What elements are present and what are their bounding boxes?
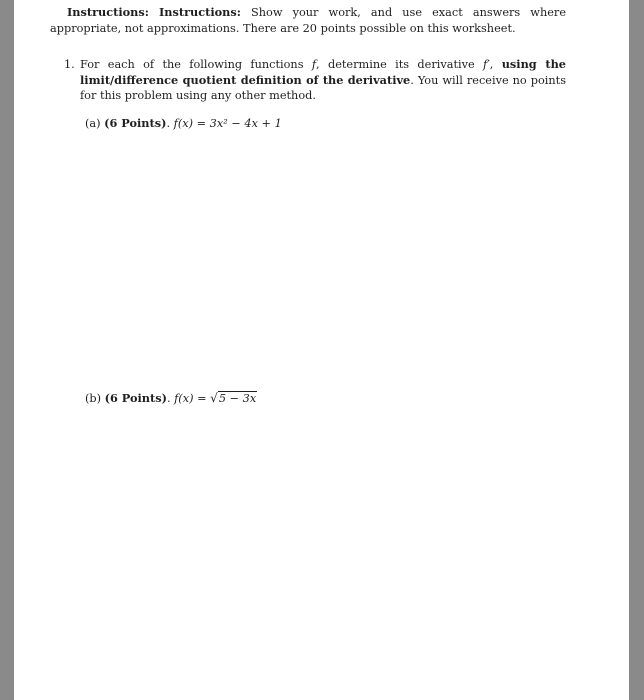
part-b	[85, 391, 257, 407]
part-b-function-lhs: f(x) =	[174, 392, 207, 405]
part-a	[85, 116, 282, 132]
part-a-points: (6 Points)	[104, 116, 167, 130]
part-a-function-rhs: 3x² − 4x + 1	[209, 117, 282, 130]
problem-bold-requirement: using the limit/difference quotient definition of the derivative	[80, 57, 566, 87]
problem-text-before: For each of the following functions	[80, 58, 304, 71]
part-b-label: (b)	[85, 392, 102, 405]
instructions-label: Instructions:	[67, 5, 149, 19]
problem-statement	[80, 57, 566, 104]
problem-text-after: . You will receive no points for this problem using any other method.	[80, 73, 566, 102]
square-root	[210, 391, 257, 407]
problem-number: 1.	[64, 58, 75, 71]
instructions-paragraph	[50, 5, 566, 36]
part-b-radicand: 5 − 3x	[218, 392, 257, 405]
instructions-text: Show your work, and use exact answers where appropriate, not approximations. There are 20 points possible on this worksheet.	[50, 6, 567, 35]
part-b-points: (6 Points)	[104, 391, 167, 405]
problem-1	[64, 57, 566, 104]
worksheet-page	[14, 0, 629, 700]
part-a-label: (a)	[85, 117, 101, 130]
function-variable: f	[311, 58, 317, 71]
part-b-period: .	[166, 392, 171, 405]
radical-sign: √	[210, 391, 218, 405]
instructions-label-repeat: Instructions:	[159, 5, 241, 19]
problem-text-mid: , determine its derivative	[316, 58, 475, 71]
derivative-variable: f′	[483, 58, 490, 71]
problem-comma: ,	[489, 58, 494, 71]
part-a-period: .	[166, 117, 171, 130]
part-a-function-lhs: f(x) =	[173, 117, 207, 130]
